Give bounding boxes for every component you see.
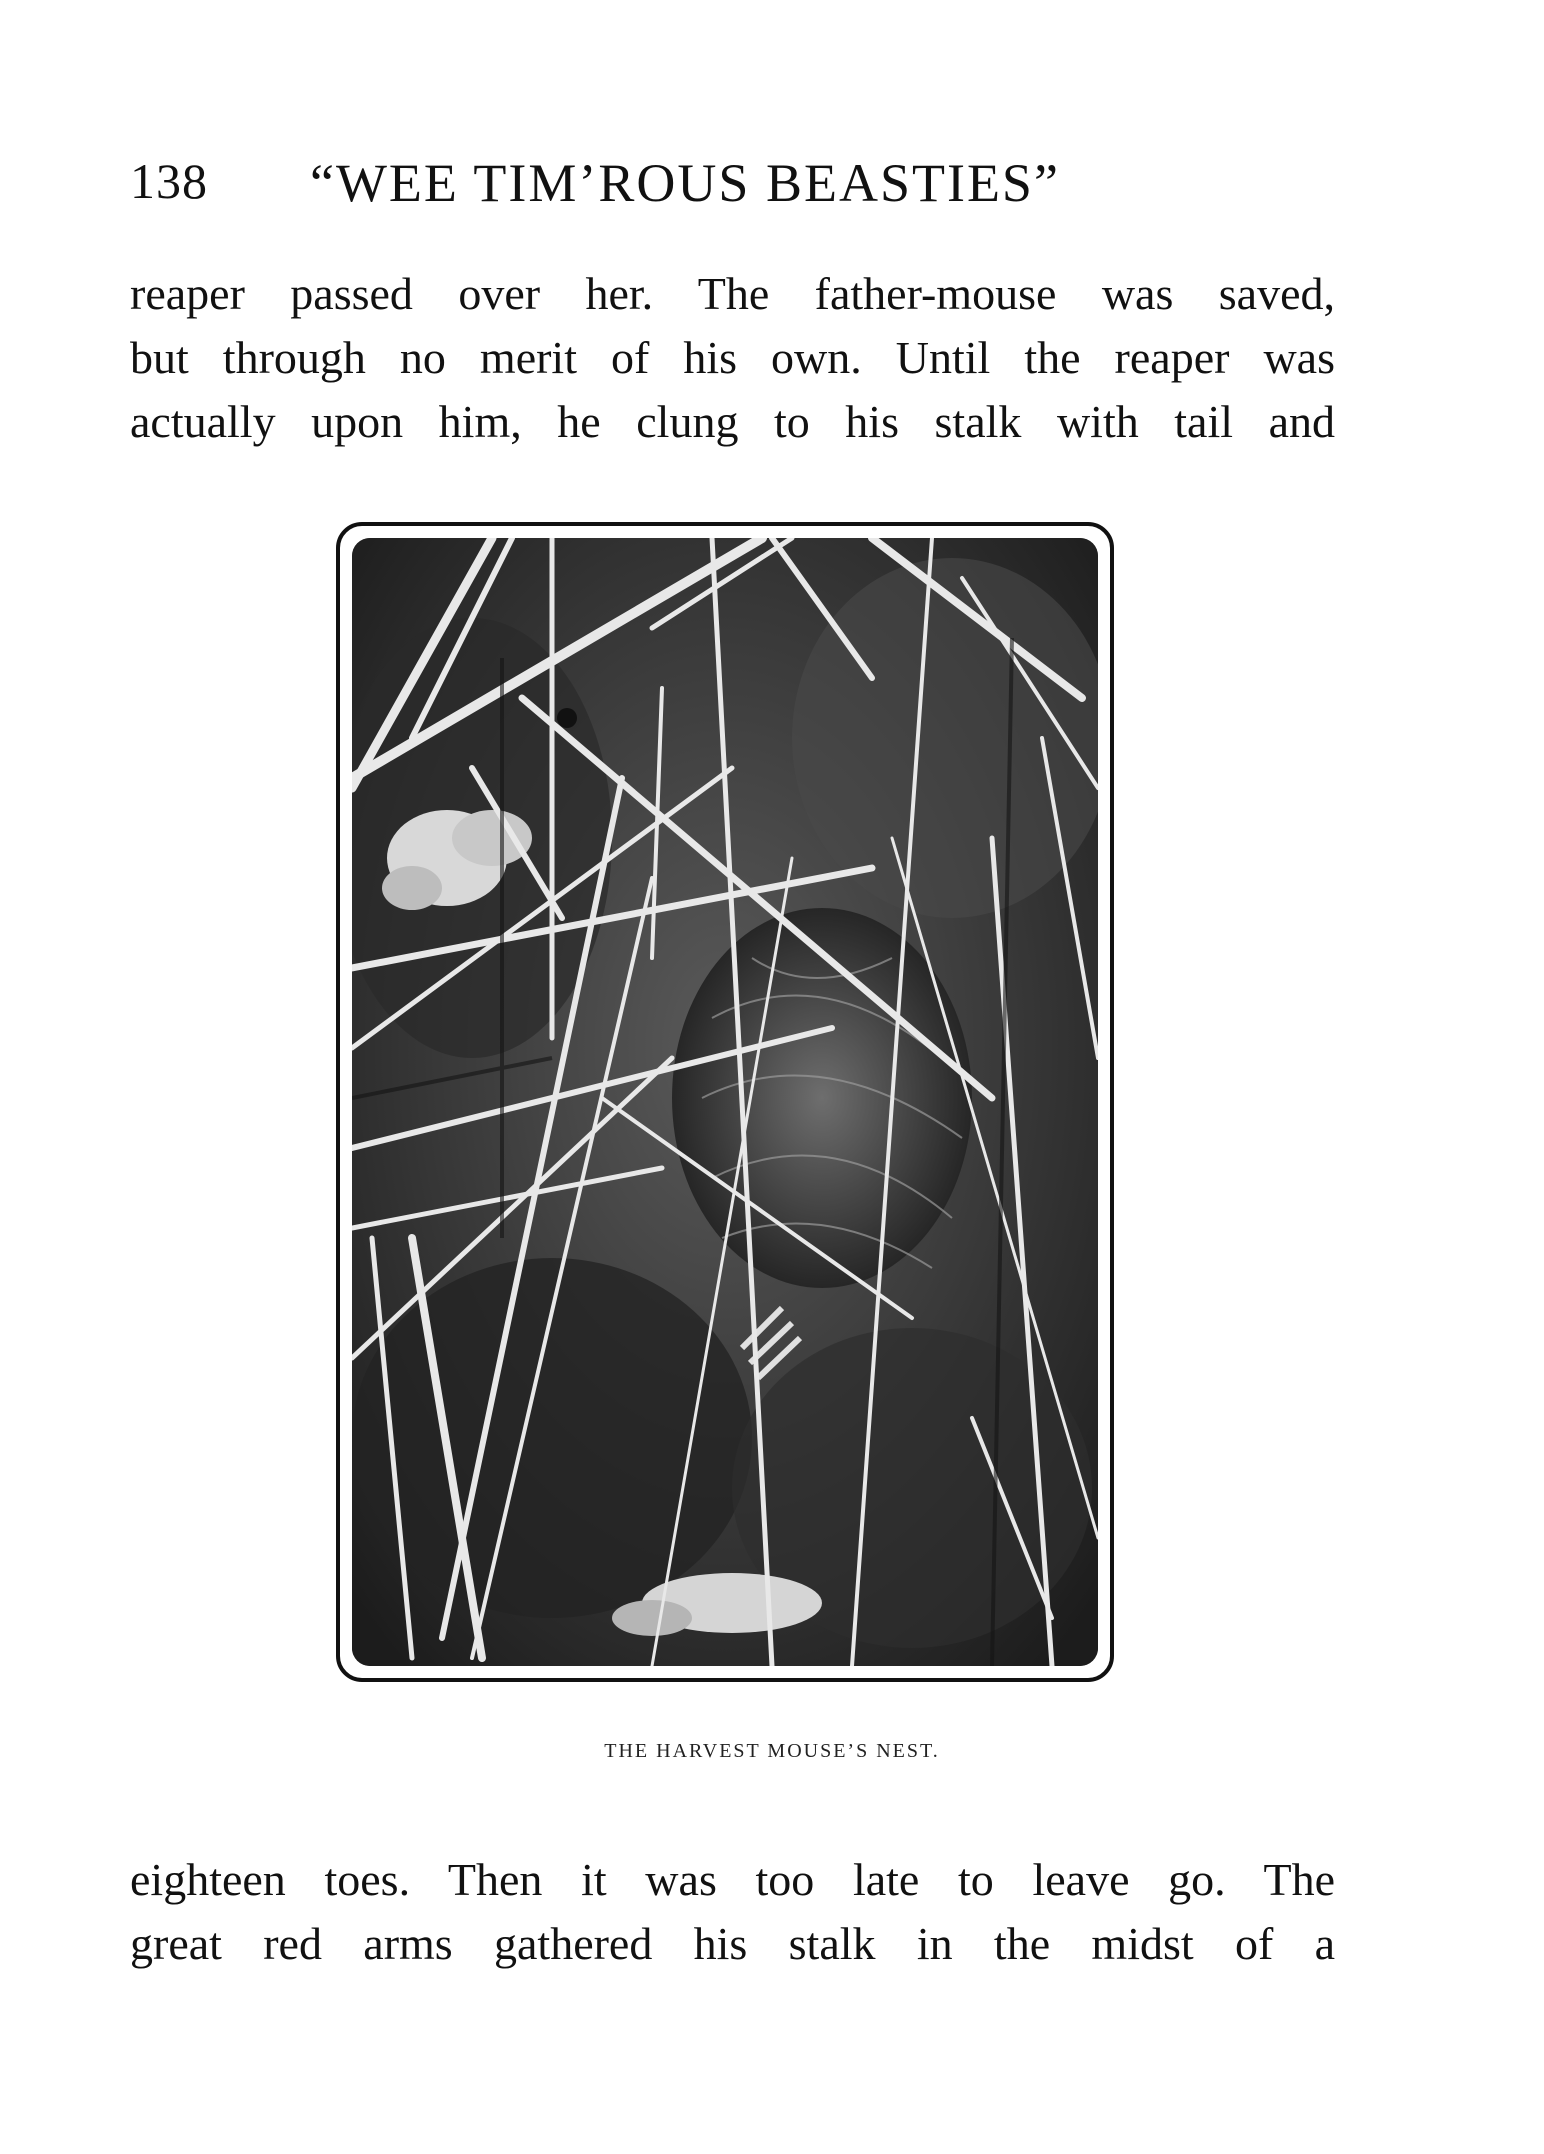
text-line: but through no merit of his own. Until the reaper was [130,332,1335,383]
top-paragraph [130,262,1335,454]
page-header [130,152,1350,232]
text-line: reaper passed over her. The father-mouse was saved, [130,268,1335,319]
photo-plate [336,522,1114,1682]
text-line: actually upon him, he clung to his stalk with tail and [130,396,1335,447]
bottom-paragraph [130,1848,1335,1976]
page-number: 138 [130,153,208,209]
running-title: “WEE TIM’ROUS BEASTIES” [310,153,1060,213]
photo-illustration [352,538,1098,1666]
plate-caption: THE HARVEST MOUSE’S NEST. [604,1740,940,1762]
text-line: eighteen toes. Then it was too late to leave go. The [130,1854,1335,1905]
text-line: great red arms gathered his stalk in the midst of a [130,1918,1335,1969]
harvest-mouse-nest-photo [352,538,1098,1666]
